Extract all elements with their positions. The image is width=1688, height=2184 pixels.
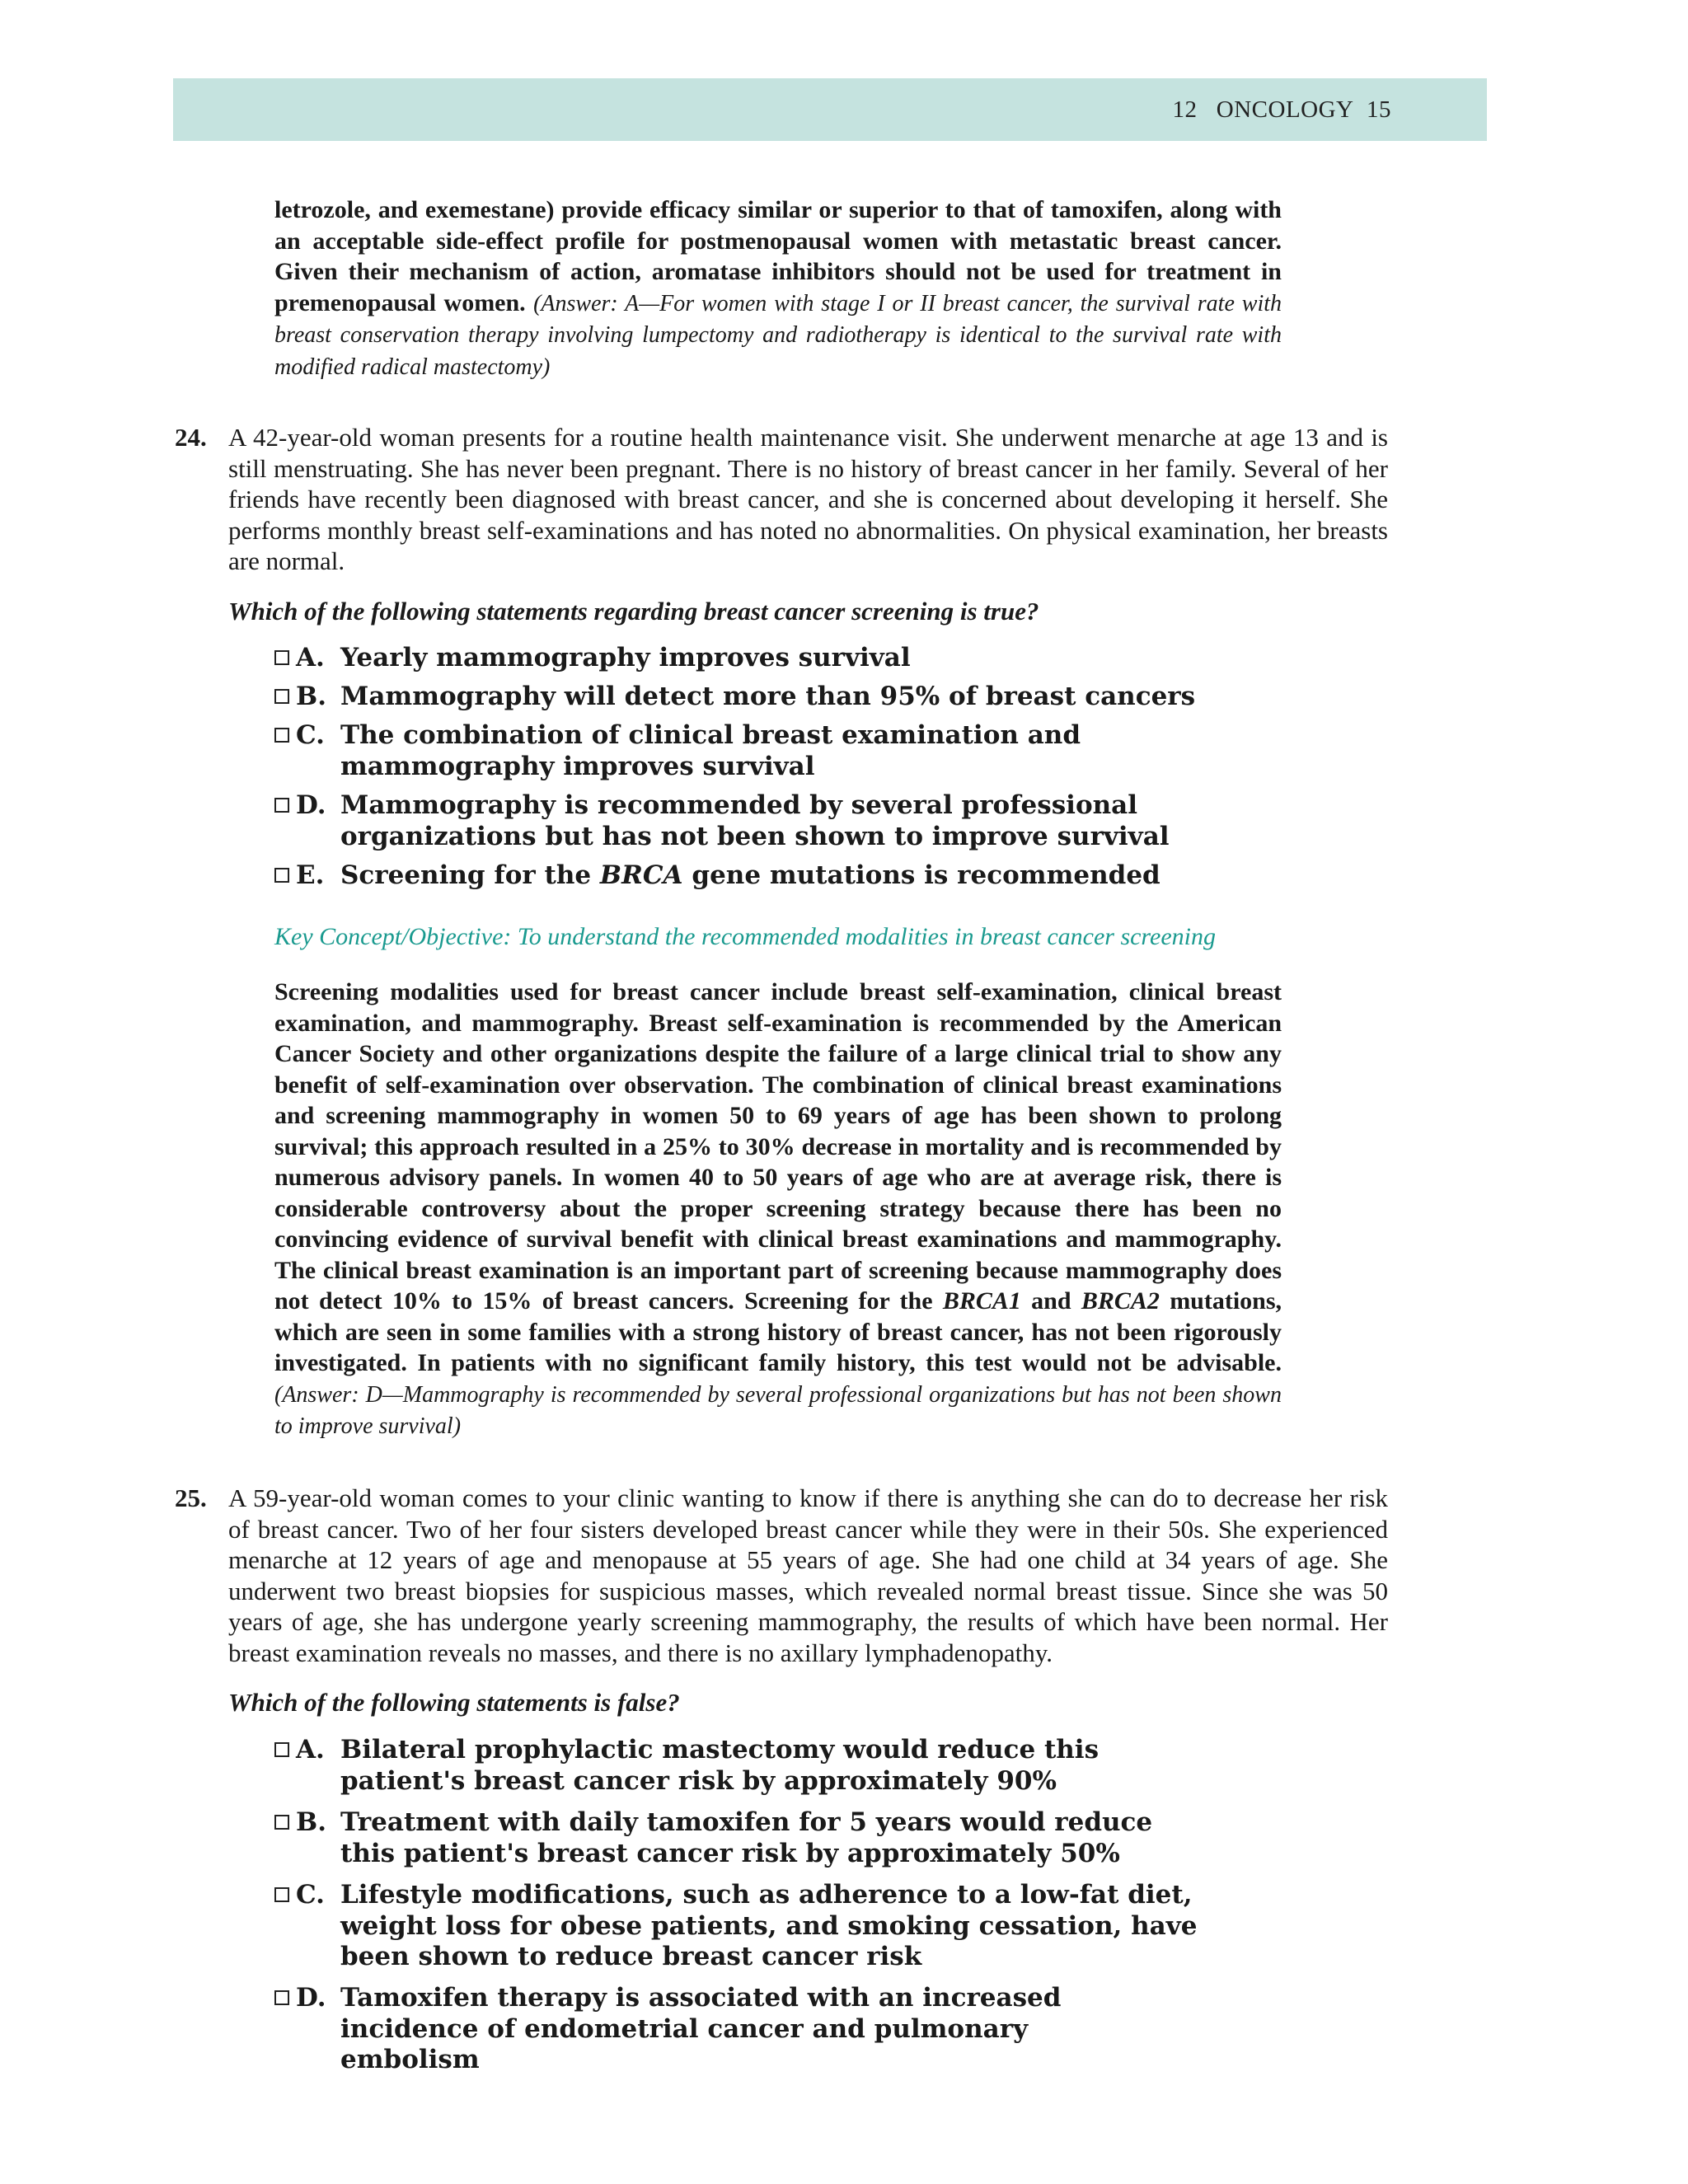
checkbox-icon[interactable] xyxy=(274,868,289,883)
q25-option-b[interactable]: B. Treatment with daily tamoxifen for 5 years would reduce this patient's breast cancer risk by approximately 50% xyxy=(274,1807,1264,1839)
q25-option-a[interactable]: A. Bilateral prophylactic mastectomy would reduce this patient's breast cancer risk by approximately 90% xyxy=(274,1735,1264,1766)
running-header xyxy=(173,78,1487,141)
checkbox-icon[interactable] xyxy=(274,798,289,813)
gene-name: BRCA xyxy=(599,860,683,890)
header-text xyxy=(1173,78,1391,141)
q24-option-c[interactable]: C. The combination of clinical breast examination and mammography improves survival xyxy=(274,720,1264,752)
checkbox-icon[interactable] xyxy=(274,1815,289,1830)
question-25-prompt: Which of the following statements is false? xyxy=(228,1688,680,1717)
chapter-title: ONCOLOGY xyxy=(1216,96,1354,123)
question-number: 24. xyxy=(175,423,207,452)
explanation-text: letrozole, and exemestane) provide efficacy similar or superior to that of tamoxifen, along with an acceptable side-effect profile for postmenopausal women with metastatic breast cancer. Given their mechanism of action, aromatase inhibitors should not be used for treatment in premenopausal women. xyxy=(274,196,1282,316)
previous-answer-explanation xyxy=(274,194,1282,382)
checkbox-icon[interactable] xyxy=(274,1742,289,1757)
q25-option-c[interactable]: C. Lifestyle modifications, such as adherence to a low-fat diet, weight loss for obese patients, and smoking cessation, have been shown to reduce breast cancer risk xyxy=(274,1880,1264,1911)
answer-statement: (Answer: A—For women with stage I or II breast cancer, the survival rate with breast conservation therapy involving lumpectomy and radiotherapy is identical to the survival rate with modified radical mastectomy) xyxy=(274,290,1282,380)
answer-statement: (Answer: D—Mammography is recommended by several professional organizations but has not been shown to improve survival) xyxy=(274,1381,1282,1439)
checkbox-icon[interactable] xyxy=(274,728,289,743)
checkbox-icon[interactable] xyxy=(274,1887,289,1902)
question-25-stem xyxy=(175,1483,1388,1668)
question-text: A 59-year-old woman comes to your clinic wanting to know if there is anything she can do to decrease her risk of breast cancer. Two of her four sisters developed breast cancer while they were in their 50s. She experienced menarche at 12 years of age and menopause at 55 years of age. She had one child at 34 years of age. She underwent two breast biopsies for suspicious masses, which revealed normal breast tissue. Since she was 50 years of age, she has undergone yearly screening mammography, the results of which have been normal. Her breast examination reveals no masses, and there is no axillary lymphadenopathy. xyxy=(228,1483,1388,1667)
q24-option-d[interactable]: D. Mammography is recommended by several professional organizations but has not been shown to improve survival xyxy=(274,790,1264,822)
question-24-explanation: Screening modalities used for breast cancer include breast self-examination, clinical breast examination, and mammography. Breast self-examination is recommended by the American Cancer Society and other organizations despite the failure of a large clinical trial to show any benefit of self-examination over observation. The combination of clinical breast examinations and screening mammography in women 50 to 69 years of age has been shown to prolong survival; this approach resulted in a 25% to 30% decrease in mortality and is recommended by numerous advisory panels. In women 40 to 50 years of age who are at average risk, there is considerable controversy about the proper screening strategy because there has been no convincing evidence of survival benefit with clinical breast examinations and mammography. The clinical breast examination is an important part of screening because mammography does not detect 10% to 15% of breast cancers. Screening for the BRCA1 and BRCA2 mutations, which are seen in some families with a strong history of breast cancer, has not been rigorously investigated. In patients with no significant family history, this test would not be advisable. (Answer: D—Mammography is recommended by several professional organizations but has not been shown to improve survival) xyxy=(274,978,1282,1439)
checkbox-icon[interactable] xyxy=(274,650,289,665)
q25-option-d[interactable]: D. Tamoxifen therapy is associated with an increased incidence of endometrial cancer and pulmonary embolism xyxy=(274,1983,1264,2014)
chapter-number: 12 xyxy=(1172,96,1198,123)
page-number: 15 xyxy=(1367,96,1391,123)
q24-option-e[interactable]: E. Screening for the BRCA gene mutations is recommended xyxy=(274,860,1264,892)
checkbox-icon[interactable] xyxy=(274,689,289,704)
question-24-prompt: Which of the following statements regarding breast cancer screening is true? xyxy=(228,597,1039,626)
checkbox-icon[interactable] xyxy=(274,1990,289,2005)
gene-name: BRCA1 xyxy=(942,1287,1021,1315)
question-24-stem xyxy=(175,422,1388,577)
gene-name: BRCA2 xyxy=(1081,1287,1160,1315)
q24-option-a[interactable]: A. Yearly mammography improves survival xyxy=(274,643,1264,674)
question-number: 25. xyxy=(175,1483,207,1512)
question-text: A 42-year-old woman presents for a routine health maintenance visit. She underwent menarche at age 13 and is still menstruating. She has never been pregnant. There is no history of breast cancer in her family. Several of her friends have recently been diagnosed with breast cancer, and she is concerned about developing it herself. She performs monthly breast self-examinations and has noted no abnormalities. On physical examination, her breasts are normal. xyxy=(228,423,1388,575)
q24-option-b[interactable]: B. Mammography will detect more than 95% of breast cancers xyxy=(274,682,1264,713)
key-concept: Key Concept/Objective: To understand the recommended modalities in breast cancer screening xyxy=(274,923,1216,950)
